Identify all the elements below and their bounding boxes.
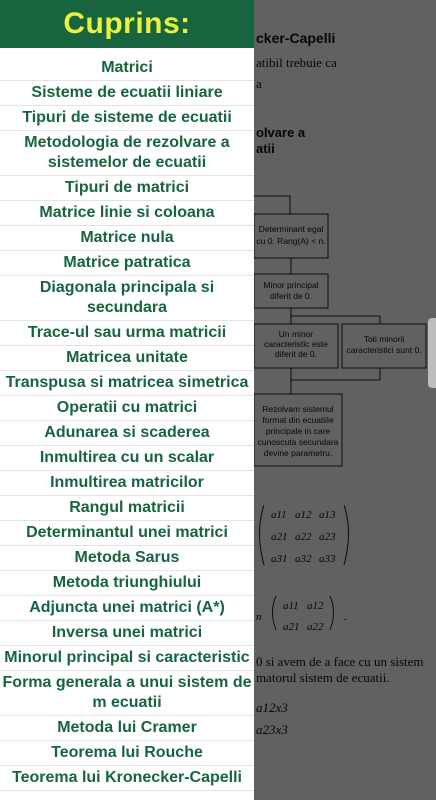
menu-item[interactable]: Adunarea si scaderea [0,421,254,446]
menu-item[interactable]: Trace-ul sau urma matricii [0,321,254,346]
menu-item[interactable]: Adjuncta unei matrici (A*) [0,596,254,621]
menu-item[interactable]: Diagonala principala si secundara [0,276,254,321]
table-of-contents-list [0,56,254,791]
scrollbar-thumb[interactable] [428,318,436,388]
menu-item[interactable]: Transpusa si matricea simetrica [0,371,254,396]
menu-item[interactable]: Minorul principal si caracteristic [0,646,254,671]
menu-item[interactable]: Inmultirea cu un scalar [0,446,254,471]
menu-item[interactable]: Determinantul unei matrici [0,521,254,546]
menu-item[interactable]: Teorema lui Kronecker-Capelli [0,766,254,791]
menu-item[interactable]: Metodologia de rezolvare a sistemelor de ecuatii [0,131,254,176]
menu-item[interactable]: Tipuri de matrici [0,176,254,201]
menu-item[interactable]: Forma generala a unui sistem de m ecuatii [0,671,254,716]
menu-item[interactable]: Matrice nula [0,226,254,251]
menu-item[interactable]: Inmultirea matricilor [0,471,254,496]
menu-item[interactable]: Sisteme de ecuatii liniare [0,81,254,106]
menu-item[interactable]: Tipuri de sisteme de ecuatii [0,106,254,131]
drawer-title: Cuprins: [63,7,191,40]
menu-item[interactable]: Operatii cu matrici [0,396,254,421]
menu-item[interactable]: Matrice patratica [0,251,254,276]
menu-item[interactable]: Metoda Sarus [0,546,254,571]
menu-item[interactable]: Rangul matricii [0,496,254,521]
menu-item[interactable]: Metoda lui Cramer [0,716,254,741]
menu-item[interactable]: Matricea unitate [0,346,254,371]
drawer-header [0,0,254,48]
menu-item[interactable]: Teorema lui Rouche [0,741,254,766]
menu-item[interactable]: Metoda triunghiului [0,571,254,596]
menu-item[interactable]: Matrice linie si coloana [0,201,254,226]
menu-item[interactable]: Inversa unei matrici [0,621,254,646]
menu-item[interactable]: Matrici [0,56,254,81]
